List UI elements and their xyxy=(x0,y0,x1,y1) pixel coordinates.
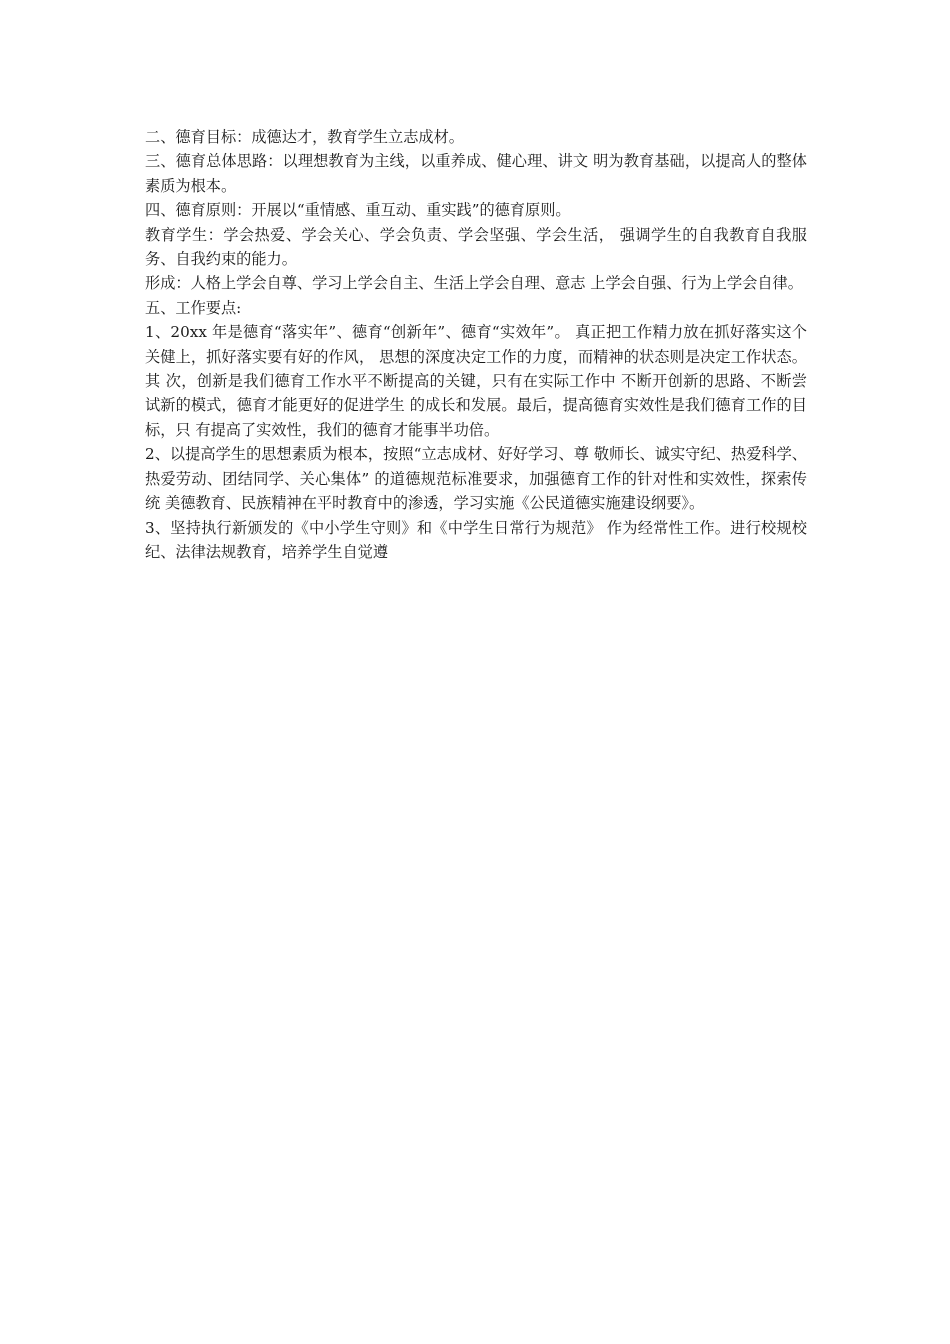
paragraph-educate-students: 教育学生：学会热爱、学会关心、学会负责、学会坚强、学会生活， 强调学生的自我教育自我服务、自我约束的能力。 xyxy=(145,225,807,269)
paragraph-point-2: 2、以提高学生的思想素质为根本，按照“立志成材、好好学习、尊 敬师长、诚实守纪、热爱科学、热爱劳动、团结同学、关心集体” 的道德规范标准要求，加强德育工作的针对性和实效性，探索传统 美德教育、民族精神在平时教育中的渗透，学习实施《公民道德实施建设纲要》。 xyxy=(145,445,807,513)
paragraph-moral-goal: 二、德育目标：成德达才，教育学生立志成材。 xyxy=(145,128,464,146)
paragraph-work-points-heading: 五、工作要点: xyxy=(145,298,242,317)
paragraph-principles: 四、德育原则：开展以“重情感、重互动、重实践”的德育原则。 xyxy=(145,201,571,220)
paragraph-formation: 形成：人格上学会自尊、学习上学会自主、生活上学会自理、意志 上学会自强、行为上学会自律。 xyxy=(145,274,803,293)
paragraph-point-1: 1、20xx 年是德育“落实年”、德育“创新年”、德育“实效年”。 真正把工作精力放在抓好落实这个关健上，抓好落实要有好的作风， 思想的深度决定工作的力度，而精神的状态则是决定工作状态。其 次，创新是我们德育工作水平不断提高的关键，只有在实际工作中 不断开创新的思路、不断尝试新的模式，德育才能更好的促进学生 的成长和发展。最后，提高德育实效性是我们德育工作的目标，只 有提高了实效性，我们的德育才能事半功倍。 xyxy=(145,323,807,439)
paragraph-point-3: 3、坚持执行新颁发的《中小学生守则》和《中学生日常行为规范》 作为经常性工作。进行校规校纪、法律法规教育，培养学生自觉遵 xyxy=(145,518,807,561)
document-body xyxy=(145,125,807,564)
paragraph-overall-approach: 三、德育总体思路：以理想教育为主线，以重养成、健心理、讲文 明为教育基础，以提高人的整体素质为根本。 xyxy=(145,152,807,195)
